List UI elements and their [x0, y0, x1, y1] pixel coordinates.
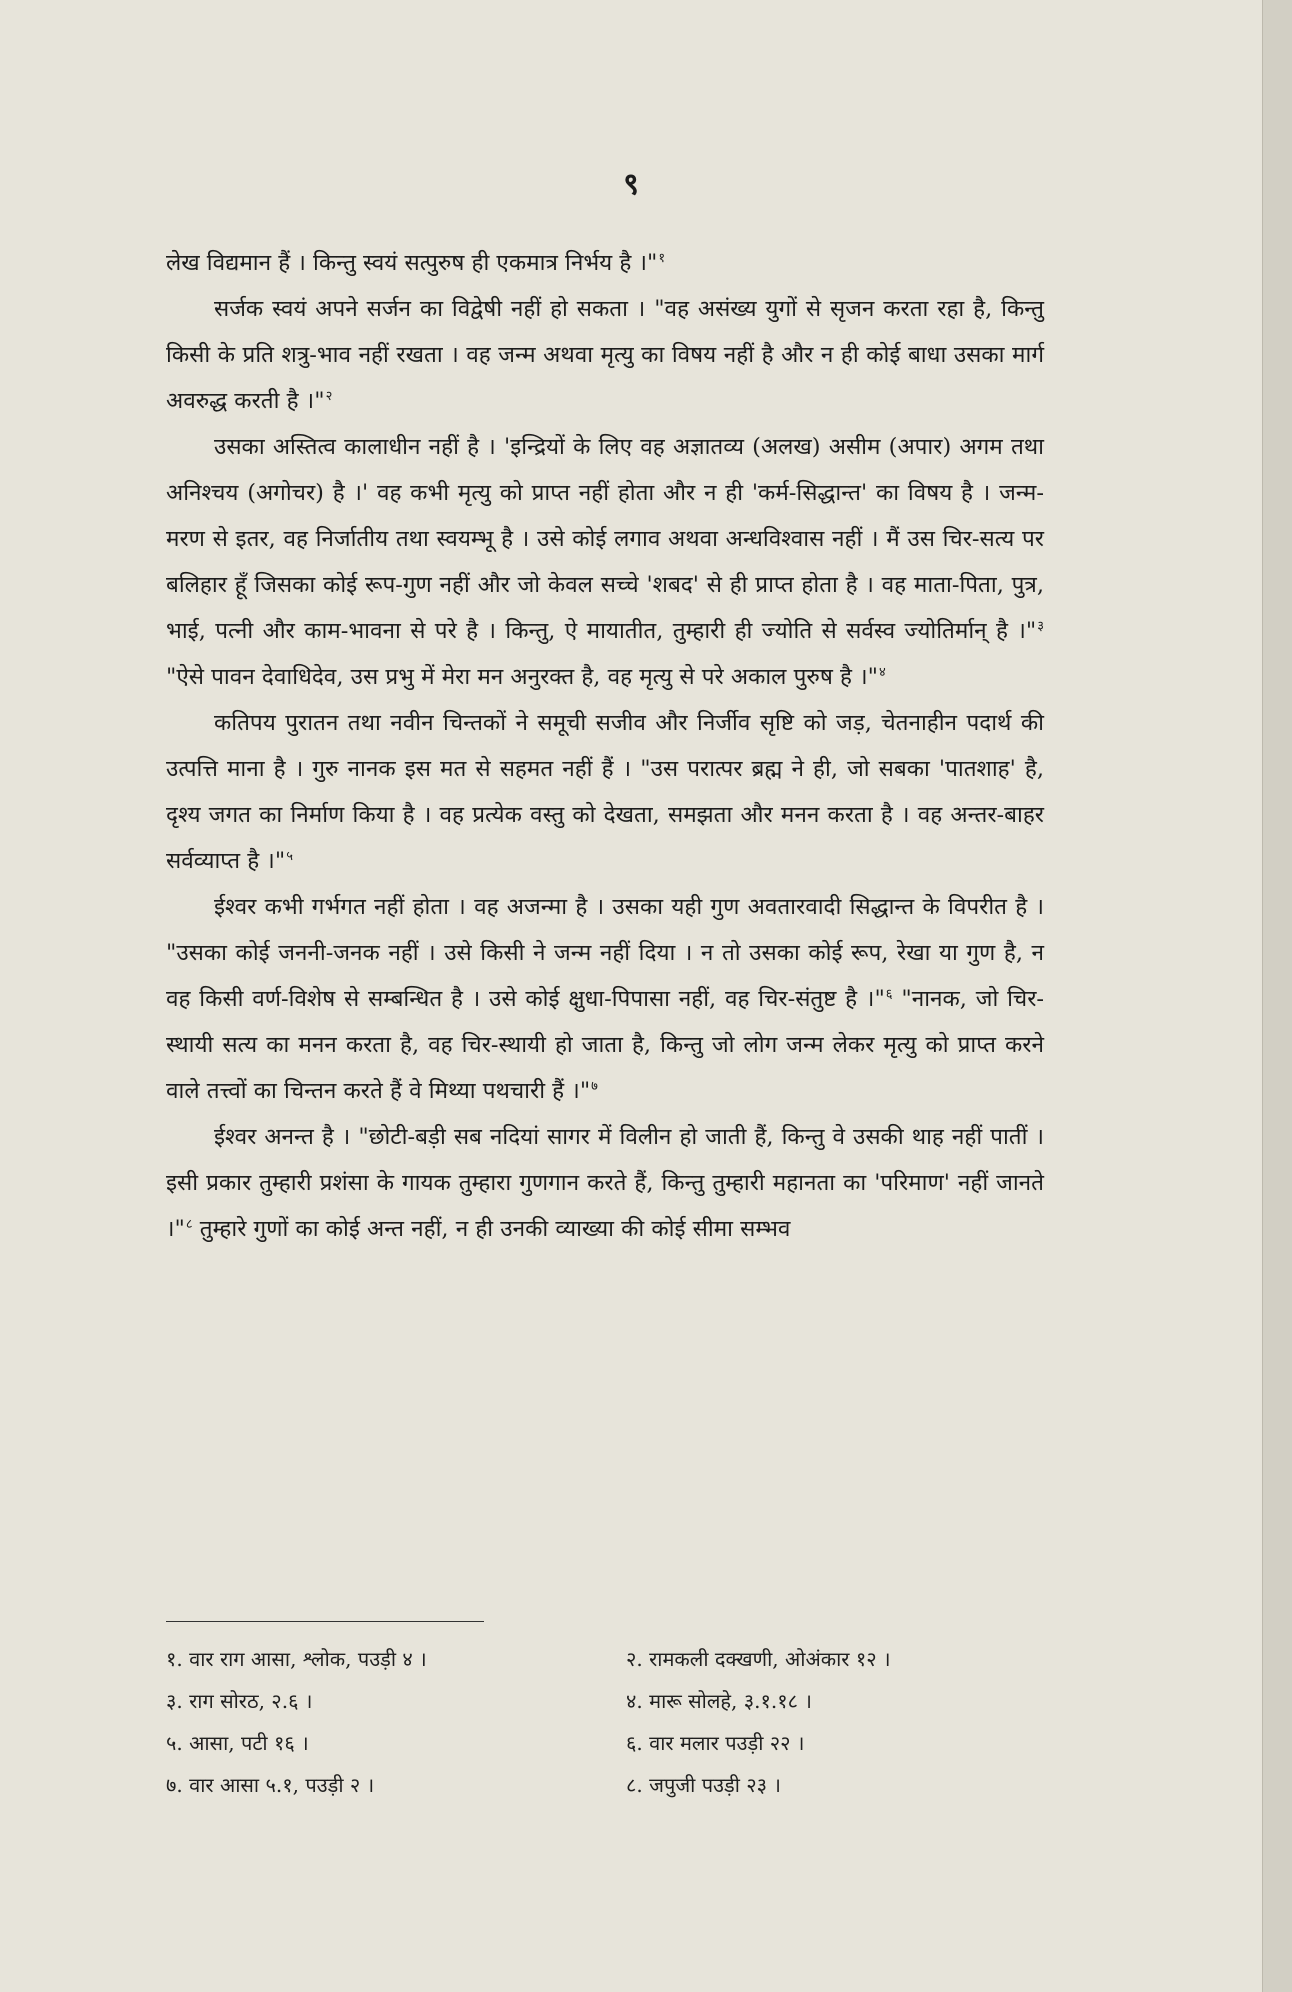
footnote-ref: ८	[185, 1216, 193, 1232]
body-text	[166, 240, 1044, 1252]
footnote-item: ५. आसा, पटी १६ ।	[166, 1731, 309, 1755]
paragraph-3	[166, 424, 1044, 700]
footnote-ref: ३	[1037, 618, 1044, 634]
paragraph-text: "नानक, जो चिर-स्थायी सत्य का मनन करता है, वह चिर-स्थायी हो जाता है, किन्तु जो लोग जन्म लेकर मृत्यु को प्राप्त करने वाले तत्त्वों का चिन्तन करते हैं वे मिथ्या पथचारी हैं ।"	[166, 986, 1045, 1104]
footnote-item: ७. वार आसा ५.१, पउड़ी २ ।	[166, 1773, 375, 1797]
paragraph-text: लेख विद्यमान हैं । किन्तु स्वयं सत्पुरुष ही एकमात्र निर्भय है ।"	[166, 250, 658, 276]
footnote-ref: ४	[878, 664, 886, 680]
footnote-item: ३. राग सोरठ, २.६ ।	[166, 1689, 313, 1713]
paragraph-text: उसका अस्तित्व कालाधीन नहीं है । 'इन्द्रियों के लिए वह अज्ञातव्य (अलख) असीम (अपार) अगम तथा अनिश्चय (अगोचर) है ।' वह कभी मृत्यु को प्राप्त नहीं होता और न ही 'कर्म-सिद्धान्त' का विषय है । जन्म-मरण से इतर, वह निर्जातीय तथा स्वयम्भू है । उसे कोई लगाव अथवा अन्धविश्वास नहीं । मैं उस चिर-सत्य पर बलिहार हूँ जिसका कोई रूप-गुण नहीं और जो केवल सच्चे 'शबद' से ही प्राप्त होता है । वह माता-पिता, पुत्र, भाई, पत्नी और काम-भावना से परे है । किन्तु, ऐ मायातीत, तुम्हारी ही ज्योति से सर्वस्व ज्योतिर्मान् है ।"	[166, 434, 1044, 644]
footnote-ref: ५	[286, 848, 293, 864]
footnote-item: २. रामकली दक्खणी, ओअंकार १२ ।	[626, 1647, 891, 1671]
adjacent-page-edge	[1262, 0, 1292, 1992]
footnote-item: ६. वार मलार पउड़ी २२ ।	[626, 1731, 805, 1755]
paragraph-5	[166, 884, 1044, 1114]
paragraph-6	[166, 1114, 1044, 1252]
footnote-ref: १	[658, 250, 666, 266]
paragraph-text: "ऐसे पावन देवाधिदेव, उस प्रभु में मेरा मन अनुरक्त है, वह मृत्यु से परे अकाल पुरुष है ।"	[166, 664, 878, 690]
paragraph-4	[166, 700, 1044, 884]
footnote-divider	[166, 1621, 484, 1622]
paragraph-2	[166, 286, 1044, 424]
paragraph-1	[166, 240, 1044, 286]
paragraph-text: ईश्वर कभी गर्भगत नहीं होता । वह अजन्मा है । उसका यही गुण अवतारवादी सिद्धान्त के विपरीत है । "उसका कोई जननी-जनक नहीं । उसे किसी ने जन्म नहीं दिया । न तो उसका कोई रूप, रेखा या गुण है, न वह किसी वर्ण-विशेष से सम्बन्धित है । उसे कोई क्षुधा-पिपासा नहीं, वह चिर-संतुष्ट है ।"	[166, 894, 1044, 1012]
paragraph-text: सर्जक स्वयं अपने सर्जन का विद्वेषी नहीं हो सकता । "वह असंख्य युगों से सृजन करता रहा है, किन्तु किसी के प्रति शत्रु-भाव नहीं रखता । वह जन्म अथवा मृत्यु का विषय नहीं है और न ही कोई बाधा उसका मार्ग अवरुद्ध करती है ।"	[166, 296, 1044, 414]
paragraph-text: तुम्हारे गुणों का कोई अन्त नहीं, न ही उनकी व्याख्या की कोई सीमा सम्भव	[192, 1216, 791, 1242]
footnote-ref: ६	[885, 986, 893, 1002]
footnote-ref: ७	[591, 1078, 598, 1094]
page-number: ९	[623, 167, 639, 202]
footnote-item: १. वार राग आसा, श्लोक, पउड़ी ४ ।	[166, 1647, 427, 1671]
footnote-item: ४. मारू सोलहे, ३.१.१८ ।	[626, 1689, 812, 1713]
paragraph-text: कतिपय पुरातन तथा नवीन चिन्तकों ने समूची सजीव और निर्जीव सृष्टि को जड़, चेतनाहीन पदार्थ की उत्पत्ति माना है । गुरु नानक इस मत से सहमत नहीं हैं । "उस परात्पर ब्रह्म ने ही, जो सबका 'पातशाह' है, दृश्य जगत का निर्माण किया है । वह प्रत्येक वस्तु को देखता, समझता और मनन करता है । वह अन्तर-बाहर सर्वव्याप्त है ।"	[166, 710, 1044, 874]
footnote-item: ८. जपुजी पउड़ी २३ ।	[626, 1773, 781, 1797]
footnotes	[166, 1642, 1046, 1802]
paragraph-text: ईश्वर अनन्त है । "छोटी-बड़ी सब नदियां सागर में विलीन हो जाती हैं, किन्तु वे उसकी थाह नहीं पातीं । इसी प्रकार तुम्हारी प्रशंसा के गायक तुम्हारा गुणगान करते हैं, किन्तु तुम्हारी महानता का 'परिमाण' नहीं जानते ।"	[166, 1124, 1044, 1242]
footnote-ref: २	[325, 388, 333, 404]
